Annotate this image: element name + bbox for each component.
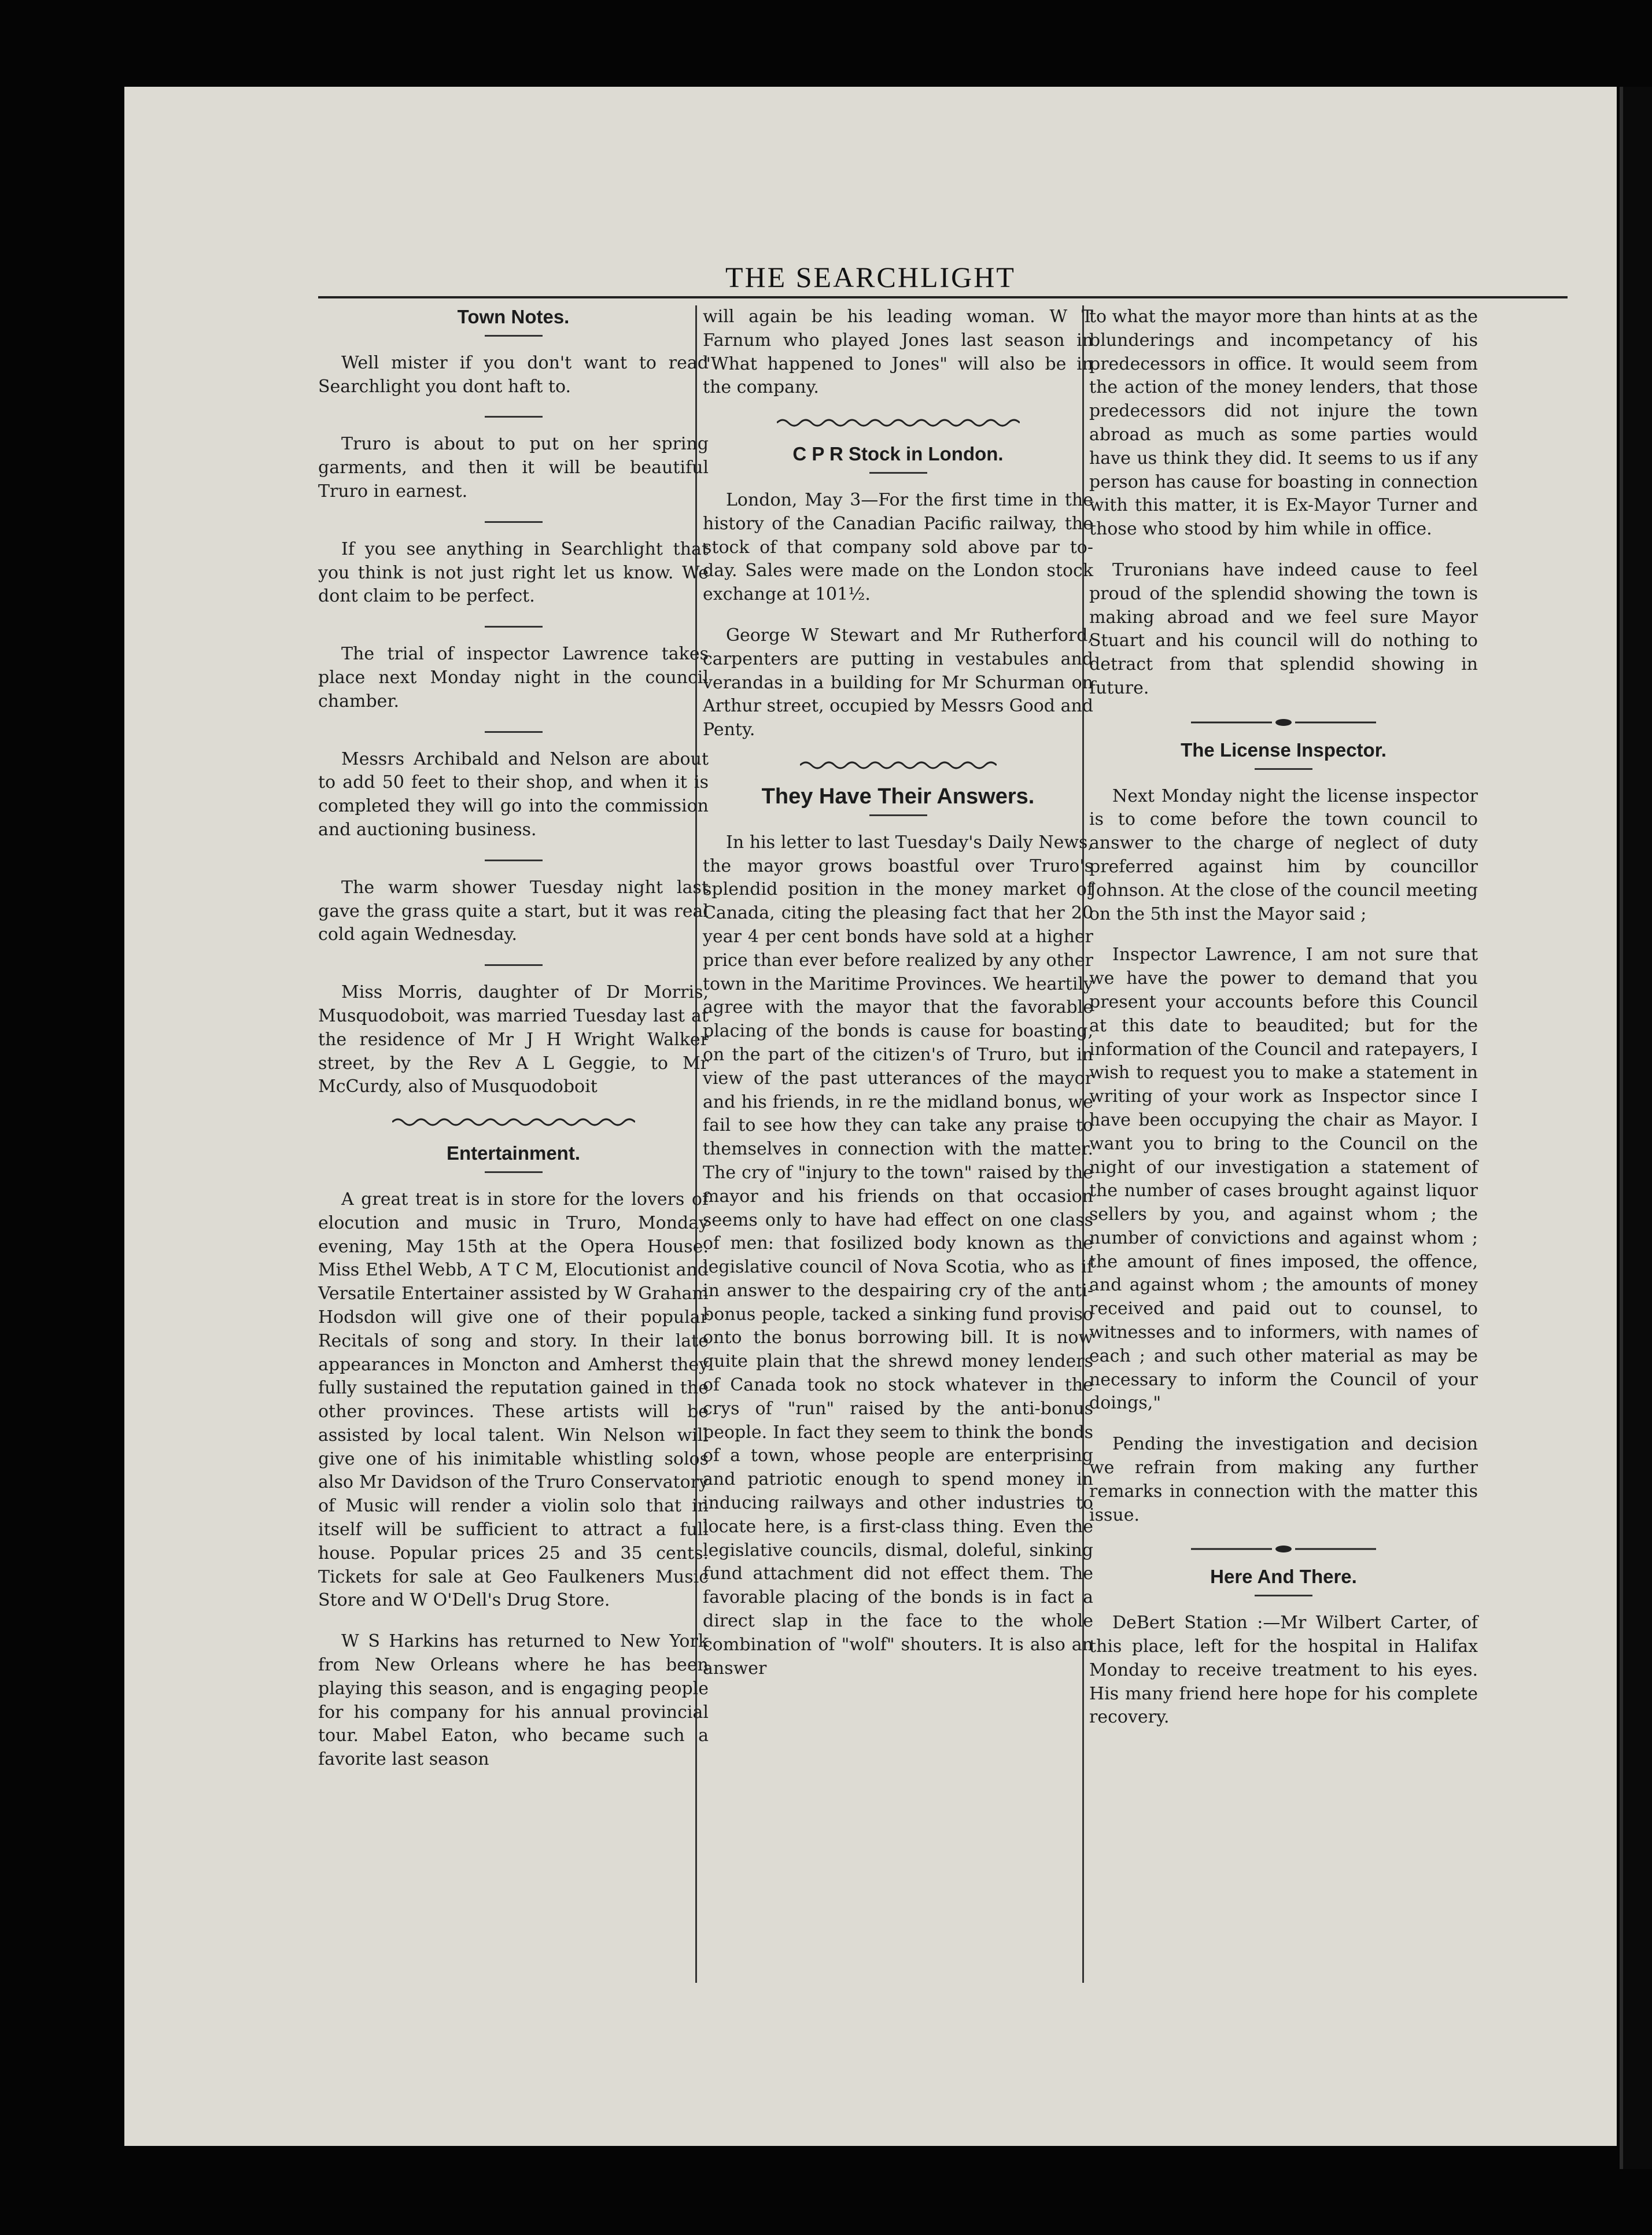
article-paragraph: The trial of inspector Lawrence takes place next Monday night in the council chamber. <box>318 644 709 711</box>
article-paragraph: Miss Morris, daughter of Dr Morris, Musquodoboit, was married Tuesday last at the residence of Mr J H Wright Walker street, by the Rev A L Geggie, to Mr McCurdy, also of Musquodoboit <box>318 982 709 1097</box>
article-paragraph: Truronians have indeed cause to feel proud of the splendid showing the town is making abroad and we feel sure Mayor Stuart and his council will do nothing to detract from that splendid showing in future. <box>1089 559 1478 698</box>
wavy-rule <box>800 759 997 771</box>
separator <box>485 1171 543 1173</box>
wavy-rule <box>392 1116 635 1128</box>
article-paragraph: Truro is about to put on her spring garments, and then it will be beautiful Truro in earnest. <box>318 434 709 501</box>
masthead: THE SEARCHLIGHT <box>725 261 1016 293</box>
article-paragraph: The warm shower Tuesday night last gave the grass quite a start, but it was real cold again Wednesday. <box>318 877 709 945</box>
article-paragraph: Next Monday night the license inspector is to come before the town council to answer to the charge of neglect of duty preferred against him by councillor Johnson. At the close of the council meeting on the 5th inst the Mayor said ; <box>1089 785 1478 924</box>
article-paragraph: If you see anything in Searchlight that you think is not just right let us know. We dont claim to be perfect. <box>318 539 709 607</box>
separator <box>485 416 543 418</box>
article-paragraph: London, May 3—For the first time in the history of the Canadian Pacific railway, the stock of that company sold above par to-day. Sales were made on the London stock exchange at 101½. <box>703 489 1093 605</box>
article-paragraph: A great treat is in store for the lovers of elocution and music in Truro, Monday evening, May 15th at the Opera House. Miss Ethel Webb, A T C M, Elocutionist and Versatile Entertainer assisted by W Graham Hodsdon will give one of their popular Recitals of song and story. In their late appearances in Moncton and Amherst they fully sustained the reputation gained in the other provinces. These artists will be assisted by local talent. Win Nelson will give one of his inimitable whistling solos also Mr Davidson of the Truro Conservatory of Music will render a violin solo that in itself will be sufficient to attract a full house. Popular prices 25 and 35 cents. Tickets for sale at Geo Faulkeners Music Store and W O'Dell's Drug Store. <box>318 1189 709 1611</box>
separator <box>485 731 543 733</box>
newspaper-page <box>124 87 1617 2146</box>
article-paragraph: DeBert Station :—Mr Wilbert Carter, of this place, left for the hospital in Halifax Monday to receive treatment to his eyes. His many friend here hope for his complete recovery. <box>1089 1613 1478 1728</box>
heading-cpr-stock: C P R Stock in London. <box>792 443 1004 465</box>
article-paragraph: Pending the investigation and decision we refrain from making any further remarks in connection with the matter this issue. <box>1089 1434 1478 1525</box>
heading-they-have-their-answers: They Have Their Answers. <box>761 784 1035 809</box>
separator <box>869 472 927 474</box>
separator <box>485 626 543 628</box>
article-paragraph: In his letter to last Tuesday's Daily News, the mayor grows boastful over Truro's splendid position in the money market of Canada, citing the pleasing fact that her 20 year 4 per cent bonds have sold at a higher price than ever before realized by any other town in the Maritime Provinces. We heartily agree with the mayor that the favorable placing of the bonds is cause for boasting, on the part of the citizen's of Truro, but in view of the past utterances of the mayor and his friends, in re the midland bonus, we fail to see how they can take any praise to themselves in connection with the matter. The cry of "injury to the town" raised by the mayor and his friends on that occasion seems only to have had effect on one class of men: that fosilized body known as the legislative council of Nova Scotia, who as if in answer to the despairing cry of the anti-bonus people, tacked a sinking fund proviso onto the bonus borrowing bill. It is now quite plain that the shrewd money lenders of Canada took no stock whatever in the crys of "run" raised by the anti-bonus people. In fact they seem to think the bonds of a town, whose people are enterprising and patriotic enough to spend money in inducing railways and other industries to locate here, is a first-class thing. Even the legislative councils, dismal, doleful, sinking fund attachment did not effect them. The favorable placing of the bonds is in fact a direct slap in the face to the whole combination of "wolf" shouters. It is also an answer <box>703 832 1093 1679</box>
article-paragraph: George W Stewart and Mr Rutherford, carpenters are putting in vestabules and verandas in a building for Mr Schurman on Arthur street, occupied by Messrs Good and Penty. <box>703 625 1093 740</box>
adjacent-page-edge <box>1620 87 1652 2169</box>
ornament-rule <box>1191 1544 1376 1554</box>
article-paragraph: Messrs Archibald and Nelson are about to add 50 feet to their shop, and when it is completed they will go into the commission and auctioning business. <box>318 748 709 840</box>
heading-entertainment: Entertainment. <box>446 1142 581 1164</box>
article-paragraph: Well mister if you don't want to read Searchlight you dont haft to. <box>318 352 709 397</box>
separator <box>485 335 543 337</box>
separator <box>485 860 543 861</box>
separator <box>485 964 543 966</box>
wavy-rule <box>777 417 1020 429</box>
article-paragraph: Inspector Lawrence, I am not sure that we have the power to demand that you present your accounts before this Council at this date to beaudited; but for the information of the Council and ratepayers, I wish to request you to make a statement in writing of your work as Inspector since I have been occupying the chair as Mayor. I want you to bring to the Council on the night of our investigation a statement of the number of cases brought against liquor sellers by you, and against whom ; the number of convictions and against whom ; the amount of fines imposed, the offence, and against whom ; the amounts of money received and paid out to counsel, to witnesses and to informers, with names of each ; and such other material as may be necessary to inform the Council of your doings," <box>1089 945 1478 1414</box>
ornament-rule <box>1191 718 1376 727</box>
column-2 <box>703 305 1093 2041</box>
article-paragraph: W S Harkins has returned to New York from New Orleans where he has been playing this season, and is engaging people for his company for his annual provincial tour. Mabel Eaton, who became such a favorite last season <box>318 1631 709 1770</box>
separator <box>485 521 543 523</box>
separator <box>1255 768 1312 770</box>
column-1 <box>318 305 709 2041</box>
heading-license-inspector: The License Inspector. <box>1181 739 1387 761</box>
separator <box>1255 1595 1312 1596</box>
article-paragraph: will again be his leading woman. W T Farnum who played Jones last season in "What happened to Jones" will also be in the company. <box>703 307 1093 398</box>
separator <box>869 814 927 816</box>
column-3 <box>1089 305 1478 2041</box>
article-paragraph: to what the mayor more than hints at as the blunderings and incompetancy of his predecessors in office. It would seem from the action of the money lenders, that those predecessors did not injure the town abroad as much as some parties would have us think they did. It seems to us if any person has cause for boasting in connection with this matter, it is Ex-Mayor Turner and those who stood by him while in office. <box>1089 307 1478 540</box>
masthead-rule <box>318 296 1568 298</box>
heading-here-and-there: Here And There. <box>1210 1566 1357 1588</box>
heading-town-notes: Town Notes. <box>457 306 570 327</box>
